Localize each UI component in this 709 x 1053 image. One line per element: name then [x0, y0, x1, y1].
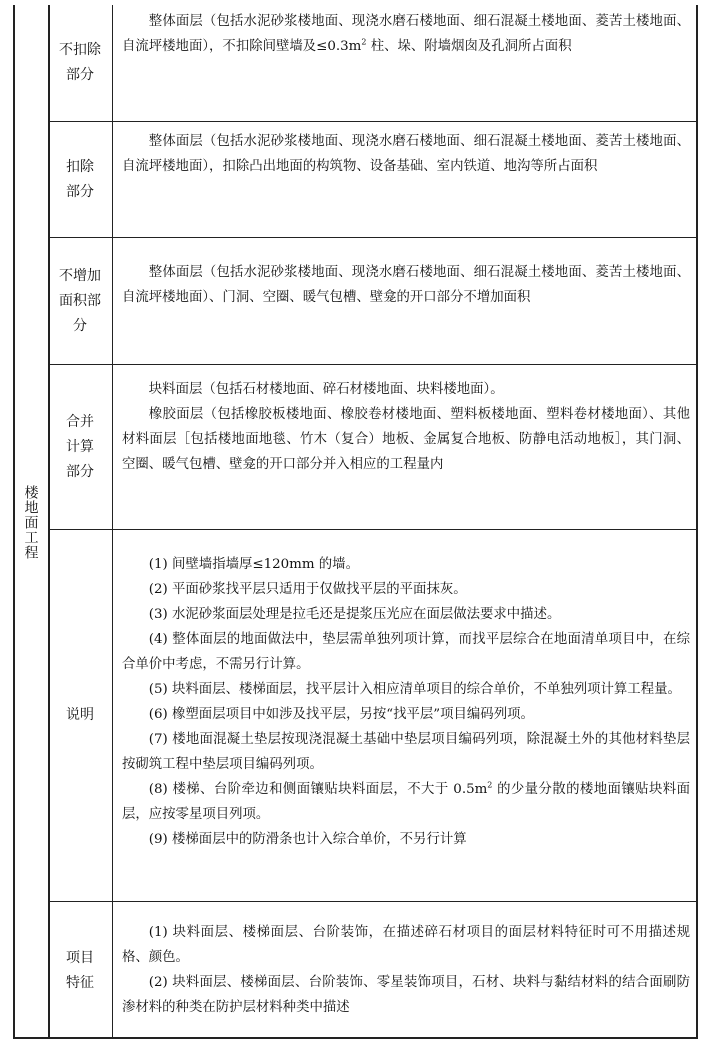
table-row: [48, 529, 698, 901]
table-row: [48, 5, 698, 121]
row-label: 不扣除部分: [48, 5, 113, 121]
note-item: (5) 块料面层、楼梯面层，找平层计入相应清单项目的综合单价，不单独列项计算工程量。: [148, 682, 681, 697]
note-item: (2) 块料面层、楼梯面层、台阶装饰、零星装饰项目，石材、块料与黏结材料的结合面刷防渗材料的种类在防护层材料种类中描述: [122, 975, 690, 1015]
note-item: (8) 楼梯、台阶牵边和侧面镶贴块料面层，不大于 $0.5m^2$ 的少量分散的楼地面镶贴块料面层，应按零星项目列项。: [122, 780, 690, 822]
table-row: [48, 364, 698, 529]
paragraph: 整体面层（包括水泥砂浆楼地面、现浇水磨石楼地面、细石混凝土楼地面、菱苦土楼地面、自流坪楼地面），扣除凸出地面的构筑物、设备基础、室内铁道、地沟等所占面积: [122, 134, 690, 174]
row-content: [113, 530, 698, 901]
note-item: (9) 楼梯面层中的防滑条也计入综合单价，不另行计算: [148, 832, 467, 847]
note-item: (3) 水泥砂浆面层处理是拉毛还是提浆压光应在面层做法要求中描述。: [148, 607, 561, 622]
table-row: [48, 237, 698, 364]
table-row: [48, 121, 698, 237]
row-content: [113, 365, 698, 529]
note-item: (2) 平面砂浆找平层只适用于仅做找平层的平面抹灰。: [148, 582, 467, 597]
row-content: [113, 122, 698, 237]
note-item: (6) 橡塑面层项目中如涉及找平层，另按“找平层”项目编码列项。: [148, 707, 534, 722]
row-label: 说明: [48, 530, 113, 901]
row-label: 扣除部分: [48, 122, 113, 237]
row-label: 项目特征: [48, 902, 113, 1039]
paragraph: 橡胶面层（包括橡胶板楼地面、橡胶卷材楼地面、塑料板楼地面、塑料卷材楼地面）、其他材料面层［包括楼地面地毯、竹木（复合）地板、金属复合地板、防静电活动地板］，其门洞、空圈、暖气包槽、壁龛的开口部分并入相应的工程量内: [122, 407, 690, 472]
row-content: [113, 238, 698, 364]
category-label: 楼地面工程: [22, 484, 39, 560]
row-label: 不增加面积部分: [48, 238, 113, 364]
note-item: (1) 间壁墙指墙厚≤120mm 的墙。: [148, 557, 359, 572]
category-cell: [13, 5, 48, 1039]
row-label: 合并计算部分: [48, 365, 113, 529]
note-item: (7) 楼地面混凝土垫层按现浇混凝土基础中垫层项目编码列项，除混凝土外的其他材料垫层按砌筑工程中垫层项目编码列项。: [122, 732, 690, 772]
paragraph: 整体面层（包括水泥砂浆楼地面、现浇水磨石楼地面、细石混凝土楼地面、菱苦土楼地面、自流坪楼地面），不扣除间壁墙及$\le 0.3m^2$ 柱、垛、附墙烟囱及孔洞所占面积: [122, 14, 690, 54]
note-item: (4) 整体面层的地面做法中，垫层需单独列项计算，而找平层综合在地面清单项目中，在综合单价中考虑，不需另行计算。: [122, 632, 690, 672]
paragraph: 块料面层（包括石材楼地面、碎石材楼地面、块料楼地面）。: [148, 382, 504, 397]
row-content: [113, 902, 698, 1039]
paragraph: 整体面层（包括水泥砂浆楼地面、现浇水磨石楼地面、细石混凝土楼地面、菱苦土楼地面、自流坪楼地面）、门洞、空圈、暖气包槽、壁龛的开口部分不增加面积: [122, 265, 690, 305]
note-item: (1) 块料面层、楼梯面层、台阶装饰，在描述碎石材项目的面层材料特征时可不用描述规格、颜色。: [122, 925, 690, 965]
row-content: [113, 5, 698, 121]
table-row: [48, 901, 698, 1039]
